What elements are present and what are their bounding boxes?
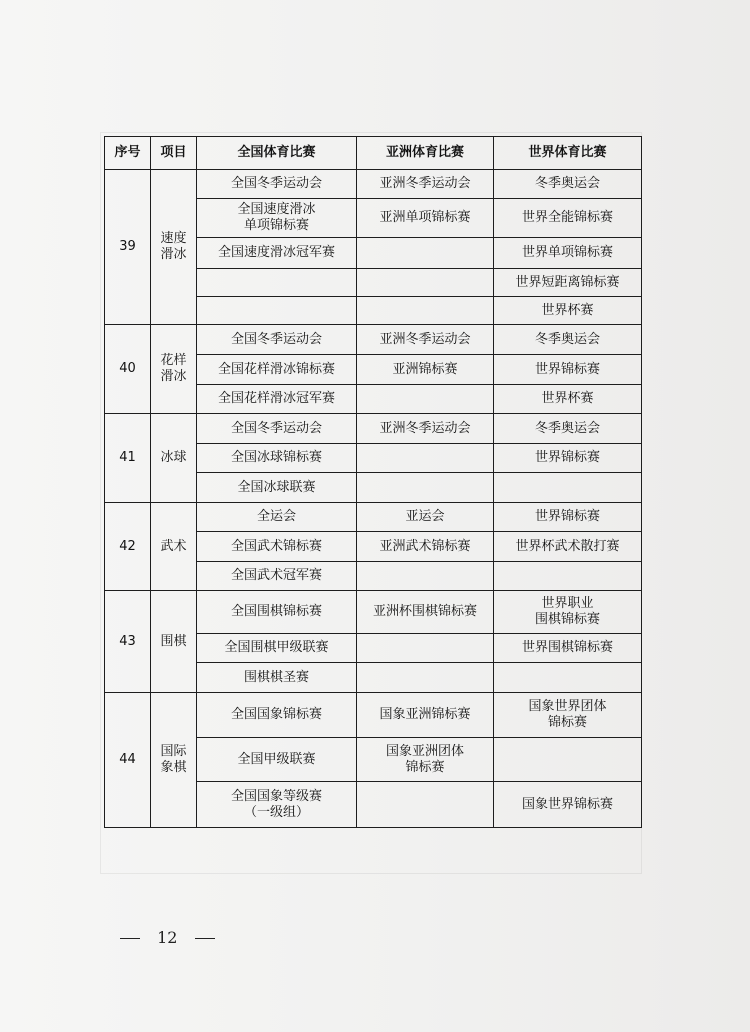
cell-asian: 亚洲杯围棋锦标赛 (357, 591, 494, 634)
cell-asian (357, 663, 494, 693)
table-row (105, 591, 642, 634)
cell-national: 全国国象等级赛 （一级组） (197, 782, 357, 828)
cell-world: 冬季奥运会 (494, 325, 642, 355)
cell-asian (357, 444, 494, 473)
cell-world: 世界杯赛 (494, 385, 642, 414)
cell-asian: 亚洲武术锦标赛 (357, 532, 494, 562)
cell-world: 世界锦标赛 (494, 503, 642, 532)
cell-world: 世界围棋锦标赛 (494, 634, 642, 663)
cell-world: 世界职业 围棋锦标赛 (494, 591, 642, 634)
cell-asian (357, 269, 494, 297)
cell-world: 冬季奥运会 (494, 414, 642, 444)
cell-number: 42 (105, 503, 151, 591)
cell-world: 国象世界团体 锦标赛 (494, 693, 642, 738)
cell-asian: 国象亚洲团体 锦标赛 (357, 738, 494, 782)
cell-asian: 亚洲锦标赛 (357, 355, 494, 385)
cell-asian (357, 562, 494, 591)
cell-national: 全国冬季运动会 (197, 325, 357, 355)
cell-national: 全国冰球锦标赛 (197, 444, 357, 473)
cell-national (197, 269, 357, 297)
cell-asian (357, 634, 494, 663)
cell-national: 全国速度滑冰 单项锦标赛 (197, 199, 357, 238)
header-no: 序号 (105, 137, 151, 170)
cell-national: 全国冬季运动会 (197, 170, 357, 199)
table-row (105, 414, 642, 444)
cell-national: 全国武术锦标赛 (197, 532, 357, 562)
cell-asian (357, 238, 494, 269)
competition-table (104, 136, 642, 828)
cell-national: 全国围棋甲级联赛 (197, 634, 357, 663)
table-header-row (105, 137, 642, 170)
cell-item: 国际 象棋 (151, 693, 197, 828)
cell-world (494, 738, 642, 782)
table-row (105, 325, 642, 355)
cell-asian: 亚洲冬季运动会 (357, 414, 494, 444)
cell-world: 世界锦标赛 (494, 444, 642, 473)
table-body (105, 170, 642, 828)
cell-national: 全国花样滑冰冠军赛 (197, 385, 357, 414)
header-world: 世界体育比赛 (494, 137, 642, 170)
cell-asian (357, 385, 494, 414)
cell-national: 围棋棋圣赛 (197, 663, 357, 693)
cell-asian (357, 782, 494, 828)
cell-number: 43 (105, 591, 151, 693)
cell-number: 41 (105, 414, 151, 503)
table-row (105, 693, 642, 738)
cell-item: 围棋 (151, 591, 197, 693)
cell-national: 全国冬季运动会 (197, 414, 357, 444)
footer-dash-left (120, 938, 140, 939)
cell-asian: 亚洲冬季运动会 (357, 325, 494, 355)
cell-world: 世界杯赛 (494, 297, 642, 325)
cell-asian: 国象亚洲锦标赛 (357, 693, 494, 738)
cell-national (197, 297, 357, 325)
cell-number: 40 (105, 325, 151, 414)
cell-national: 全国速度滑冰冠军赛 (197, 238, 357, 269)
cell-world (494, 473, 642, 503)
cell-world: 世界单项锦标赛 (494, 238, 642, 269)
cell-national: 全国冰球联赛 (197, 473, 357, 503)
cell-asian: 亚洲单项锦标赛 (357, 199, 494, 238)
cell-national: 全国围棋锦标赛 (197, 591, 357, 634)
cell-national: 全国甲级联赛 (197, 738, 357, 782)
cell-world: 国象世界锦标赛 (494, 782, 642, 828)
cell-national: 全国国象锦标赛 (197, 693, 357, 738)
page-number: 12 (157, 928, 178, 947)
cell-item: 冰球 (151, 414, 197, 503)
cell-world: 冬季奥运会 (494, 170, 642, 199)
cell-number: 44 (105, 693, 151, 828)
cell-national: 全国花样滑冰锦标赛 (197, 355, 357, 385)
cell-number: 39 (105, 170, 151, 325)
page-footer (120, 928, 215, 947)
cell-national: 全国武术冠军赛 (197, 562, 357, 591)
cell-item: 花样 滑冰 (151, 325, 197, 414)
cell-world (494, 663, 642, 693)
header-item: 项目 (151, 137, 197, 170)
cell-asian (357, 297, 494, 325)
cell-world: 世界短距离锦标赛 (494, 269, 642, 297)
cell-asian: 亚洲冬季运动会 (357, 170, 494, 199)
cell-item: 速度 滑冰 (151, 170, 197, 325)
cell-national: 全运会 (197, 503, 357, 532)
cell-world (494, 562, 642, 591)
cell-world: 世界锦标赛 (494, 355, 642, 385)
cell-asian (357, 473, 494, 503)
cell-item: 武术 (151, 503, 197, 591)
header-asian: 亚洲体育比赛 (357, 137, 494, 170)
cell-world: 世界全能锦标赛 (494, 199, 642, 238)
cell-asian: 亚运会 (357, 503, 494, 532)
footer-dash-right (195, 938, 215, 939)
cell-world: 世界杯武术散打赛 (494, 532, 642, 562)
table-row (105, 503, 642, 532)
header-national: 全国体育比赛 (197, 137, 357, 170)
table-row (105, 170, 642, 199)
